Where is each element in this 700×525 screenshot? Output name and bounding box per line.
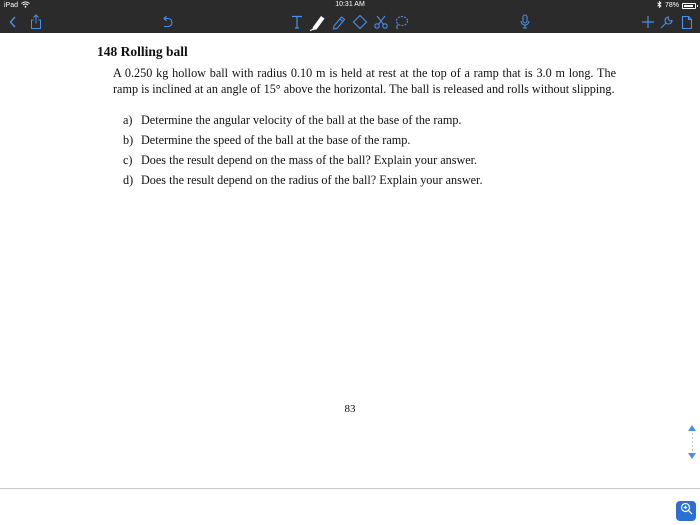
toolbar <box>0 11 700 33</box>
text-tool-icon[interactable] <box>288 13 306 31</box>
share-icon[interactable] <box>27 13 45 31</box>
status-bar <box>0 0 700 11</box>
battery-percent: 78% <box>664 2 679 9</box>
page-scroller[interactable] <box>688 425 696 459</box>
question-text: Determine the angular velocity of the ball at the base of the ramp. <box>141 113 462 127</box>
scroll-up-arrow-icon[interactable] <box>688 425 696 431</box>
add-icon[interactable] <box>639 13 657 31</box>
battery-icon <box>682 3 696 9</box>
problem-block <box>97 44 617 190</box>
next-page-area[interactable] <box>0 489 700 525</box>
question-letter: d) <box>123 173 134 187</box>
scissors-icon[interactable] <box>372 13 390 31</box>
question-letter: c) <box>123 153 133 167</box>
page-number: 83 <box>344 403 356 415</box>
magnifier-icon <box>680 502 693 520</box>
highlighter-icon[interactable] <box>330 13 348 31</box>
lasso-icon[interactable] <box>392 13 410 31</box>
back-chevron-icon[interactable] <box>4 13 22 31</box>
zoom-button[interactable] <box>676 501 696 521</box>
question-letter: b) <box>123 133 134 147</box>
pen-tool-icon[interactable] <box>308 13 328 31</box>
undo-icon[interactable] <box>158 13 176 31</box>
question-item <box>123 110 617 130</box>
bluetooth-icon <box>657 1 662 10</box>
document-page[interactable] <box>0 33 700 488</box>
question-item <box>123 150 617 170</box>
problem-text: A 0.250 kg hollow ball with radius 0.10 m is held at rest at the top of a ramp that is 3.0 m long. The ramp is inclined at an angle of 15° above the horizontal. The ball is released and rolls without slipping. <box>113 66 616 96</box>
question-text: Does the result depend on the radius of the ball? Explain your answer. <box>141 173 483 187</box>
question-letter: a) <box>123 113 133 127</box>
problem-heading: 148 Rolling ball <box>97 44 188 59</box>
question-text: Does the result depend on the mass of the ball? Explain your answer. <box>141 153 478 167</box>
status-time: 10:31 AM <box>335 1 365 8</box>
question-text: Determine the speed of the ball at the base of the ramp. <box>141 133 411 147</box>
page-icon[interactable] <box>678 13 696 31</box>
scroll-down-arrow-icon[interactable] <box>688 453 696 459</box>
eraser-icon[interactable] <box>351 13 369 31</box>
battery-level-fill <box>684 5 693 7</box>
status-right <box>657 1 696 10</box>
scroll-track[interactable] <box>692 433 693 451</box>
carrier-label: iPad <box>4 2 19 9</box>
microphone-icon[interactable] <box>516 13 534 31</box>
question-list <box>123 110 617 190</box>
question-item <box>123 130 617 150</box>
question-item <box>123 170 617 190</box>
wrench-icon[interactable] <box>657 13 675 31</box>
